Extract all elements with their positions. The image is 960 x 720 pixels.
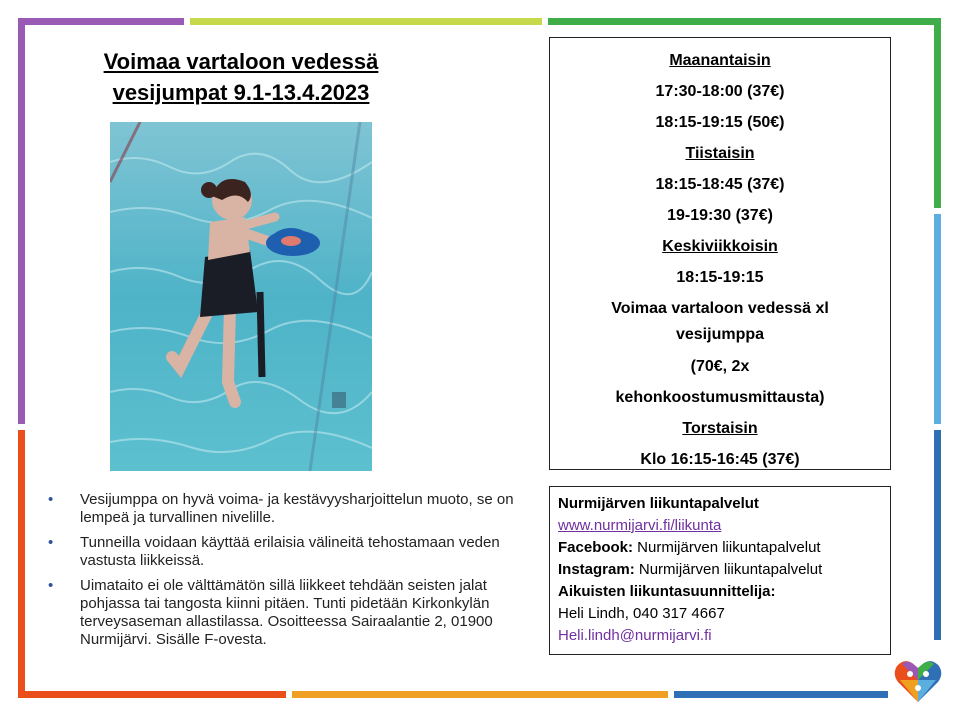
schedule-box — [549, 37, 891, 470]
email-link[interactable]: Heli.lindh@nurmijarvi.fi — [558, 627, 712, 644]
schedule-thursday-heading: Torstaisin — [682, 420, 758, 437]
bullet-item: • Tunneilla voidaan käyttää erilaisia välineitä tehostamaan veden vastusta liikkeissä. — [44, 534, 514, 570]
schedule-wednesday-heading: Keskiviikkoisin — [662, 238, 778, 255]
frame-bottom-red — [18, 691, 286, 698]
facebook-label: Facebook: — [558, 539, 634, 556]
heart-sports-logo — [892, 656, 944, 706]
instagram-label: Instagram: — [558, 561, 635, 578]
page-title — [60, 46, 422, 108]
schedule-wednesday-extra: kehonkoostumusmittausta) — [615, 389, 825, 406]
frame-top-green — [548, 18, 941, 25]
schedule-wednesday-slot-1: 18:15-19:15 — [676, 269, 764, 286]
frame-right-lightblue — [934, 214, 941, 424]
facebook-value: Nurmijärven liikuntapalvelut — [633, 539, 821, 556]
frame-bottom-blue — [674, 691, 888, 698]
contact-instagram — [558, 559, 882, 581]
schedule-monday-heading: Maanantaisin — [669, 52, 771, 69]
info-bullets — [44, 491, 514, 656]
schedule-monday-slot-1: 17:30-18:00 (37€) — [655, 83, 785, 100]
schedule-tuesday-slot-1: 18:15-18:45 (37€) — [655, 176, 785, 193]
schedule-monday-slot-2: 18:15-19:15 (50€) — [655, 114, 785, 131]
schedule-wednesday-description: Voimaa vartaloon vedessä xl vesijumppa — [611, 300, 829, 343]
frame-top-purple — [18, 18, 184, 25]
planner-name: Heli Lindh, 040 317 4667 — [558, 605, 725, 622]
contact-box — [549, 486, 891, 655]
frame-right-green — [934, 18, 941, 208]
contact-facebook — [558, 537, 882, 559]
pool-swimmer-photo — [110, 122, 372, 471]
contact-org: Nurmijärven liikuntapalvelut — [558, 495, 759, 512]
planner-label: Aikuisten liikuntasuunnittelija: — [558, 583, 776, 600]
schedule-wednesday-price: (70€, 2x — [690, 358, 750, 375]
bullet-item: • Vesijumppa on hyvä voima- ja kestävyysharjoittelun muoto, se on lempeä ja turvallinen nivelille. — [44, 491, 514, 527]
frame-right-blue — [934, 430, 941, 640]
frame-left-purple — [18, 18, 25, 424]
frame-bottom-orange — [292, 691, 668, 698]
schedule-tuesday-slot-2: 19-19:30 (37€) — [667, 207, 773, 224]
bullet-item: • Uimataito ei ole välttämätön sillä liikkeet tehdään seisten jalat pohjassa tai tangosta kiinni pitäen. Tunti pidetään Kirkonkylän terveysaseman allastilassa. Osoitteessa Sairaalantie 2, 01900 Nurmijärvi. Sisälle F-ovesta. — [44, 577, 514, 649]
schedule-tuesday-heading: Tiistaisin — [685, 145, 755, 162]
title-line-2: vesijumpat 9.1-13.4.2023 — [112, 80, 370, 105]
frame-top-yellow — [190, 18, 542, 25]
website-link[interactable]: www.nurmijarvi.fi/liikunta — [558, 517, 722, 534]
instagram-value: Nurmijärven liikuntapalvelut — [634, 561, 823, 578]
title-line-1: Voimaa vartaloon vedessä — [103, 49, 379, 74]
frame-left-red — [18, 430, 25, 698]
schedule-thursday-slot-1: Klo 16:15-16:45 (37€) — [640, 451, 800, 468]
